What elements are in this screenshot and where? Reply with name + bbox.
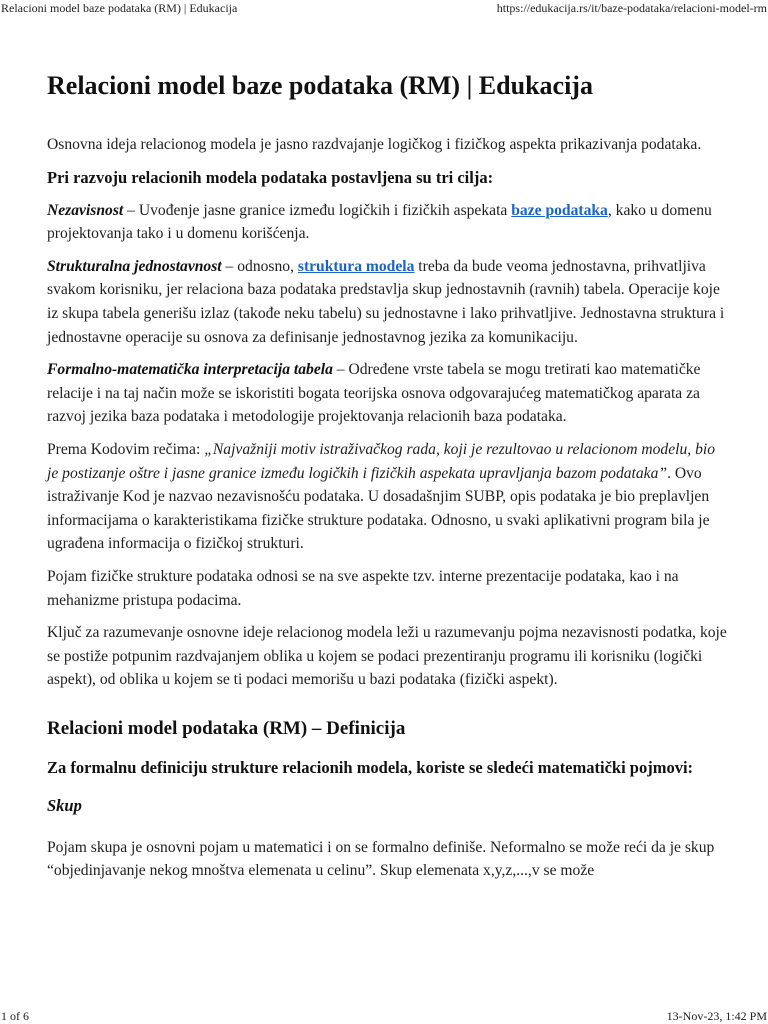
baze-podataka-link[interactable]: baze podataka bbox=[511, 201, 608, 219]
codd-quote-paragraph bbox=[47, 438, 727, 556]
goal-simplicity-text-a: – odnosno, bbox=[221, 257, 298, 275]
key-idea-paragraph: Ključ za razumevanje osnovne ideje relacionog modela leži u razumevanju pojma nezavisnosti podatka, koje se postiže potpunim razdvajanjem oblika u kojem se podaci prezentiranju programu ili korisniku (logički aspekt), od oblika u kojem se ti podaci memorišu u bazi podataka (fizički aspekt). bbox=[47, 624, 727, 689]
skup-paragraph: Pojam skupa je osnovni pojam u matematici i on se formalno definiše. Neformalno se može reći da je skup “objedinjavanje nekog mnoštva elemenata u celinu”. Skup elemenata x,y,z,...,v se može bbox=[47, 838, 715, 880]
print-footer-page: 1 of 6 bbox=[1, 1009, 29, 1023]
print-footer-datetime: 13-Nov-23, 1:42 PM bbox=[666, 1009, 767, 1023]
section-subheading: Za formalnu definiciju strukture relacionih modela, koriste se sledeći matematički pojmovi: bbox=[47, 757, 694, 777]
goal-independence-text-b: , kako u domenu projektovanja tako i u domenu korišćenja. bbox=[47, 201, 712, 243]
skup-heading: Skup bbox=[47, 795, 82, 815]
goal-formal-term: Formalno-matematička interpretacija tabela bbox=[47, 361, 333, 379]
goal-independence-text-a: – Uvođenje jasne granice između logičkih i fizičkih aspekata bbox=[123, 201, 512, 219]
quote-rest: . Ovo istraživanje Kod je nazvao nezavisnošću podataka. U dosadašnjim SUBP, opis podataka je bio preplavljen informacijama o karakteristikama fizičke strukture podataka. Odnosno, u svaki aplikativni program bila je ugrađena informacija o fizičkoj strukturi. bbox=[47, 464, 710, 553]
print-header-url[interactable]: https://edukacija.rs/it/baze-podataka/relacioni-model-rm bbox=[496, 1, 767, 15]
section-heading: Relacioni model podataka (RM) – Definicija bbox=[47, 717, 406, 739]
goals-heading: Pri razvoju relacionih modela podataka postavljena su tri cilja: bbox=[47, 167, 494, 187]
page-title: Relacioni model baze podataka (RM) | Edukacija bbox=[47, 71, 593, 100]
codd-quote: „Najvažniji motiv istraživačkog rada, koji je rezultovao u relacionom modelu, bio je postizanje oštre i jasne granice između logičkih i fizičkih aspekata upravljanja bazom podataka” bbox=[47, 440, 715, 482]
struktura-modela-link[interactable]: struktura modela bbox=[297, 257, 415, 275]
goal-independence bbox=[47, 199, 727, 246]
goal-independence-term: Nezavisnost bbox=[47, 201, 124, 219]
goal-simplicity-term: Strukturalna jednostavnost bbox=[47, 257, 222, 275]
print-header-title: Relacioni model baze podataka (RM) | Edukacija bbox=[1, 1, 238, 15]
intro-paragraph: Osnovna ideja relacionog modela je jasno razdvajanje logičkog i fizičkog aspekta prikazivanja podataka. bbox=[47, 136, 702, 153]
quote-lead: Prema Kodovim rečima: bbox=[47, 440, 205, 458]
physical-structure-paragraph: Pojam fizičke strukture podataka odnosi se na sve aspekte tzv. interne prezentacije podataka, kao i na mehanizme pristupa podacima. bbox=[47, 567, 679, 609]
article bbox=[47, 70, 727, 892]
goal-formal-text: – Određene vrste tabela se mogu tretirati kao matematičke relacije i na taj način može se iskoristiti bogata teorijska osnova odgovarajućeg matematičkog aparata za razvoj jezika baza podataka i metodologije projektovanja relacionih baza podataka. bbox=[47, 361, 701, 426]
goal-formal bbox=[47, 358, 727, 429]
goal-simplicity-text-b: treba da bude veoma jednostavna, prihvatljiva svakom korisniku, jer relaciona baza podataka predstavlja skup jednostavnih (ravnih) tabela. Operacije koje iz skupa tabela generišu izlaz (takođe neku tabelu) su jednostavne i lako prihvatljive. Jednostavna struktura i jednostavne operacije su osnova za definisanje jednostavnog jezika za komunikaciju. bbox=[47, 257, 725, 346]
goal-simplicity bbox=[47, 255, 727, 349]
